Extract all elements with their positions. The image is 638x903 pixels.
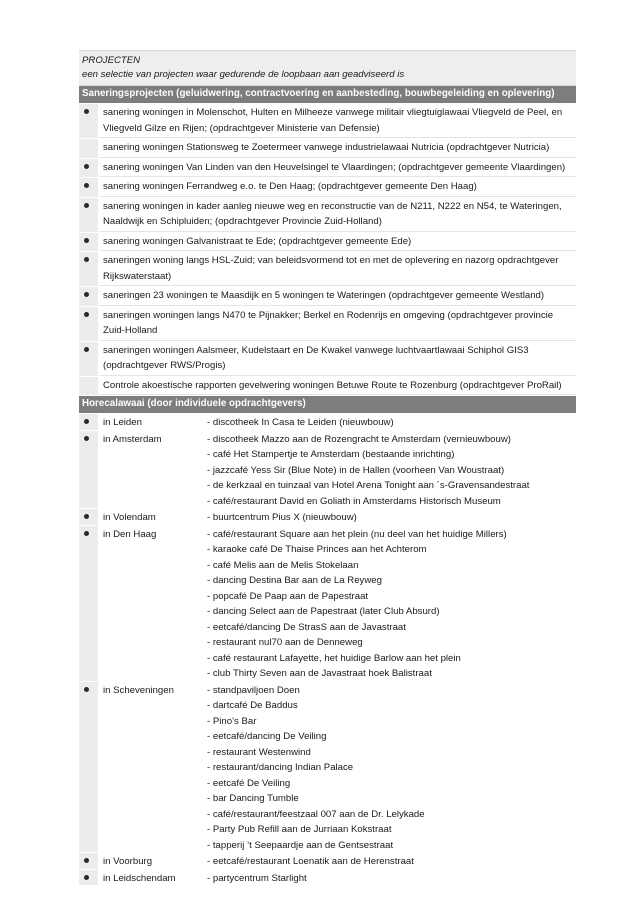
- horeca-item: - café Melis aan de Melis Stokelaan: [207, 559, 359, 571]
- bullet-cell: [79, 682, 99, 854]
- horeca-group: [79, 870, 576, 887]
- text-line: saneringen woningen Aalsmeer, Kudelstaart en De Kwakel vanwege luchtvaartlawaai Schiphol GIS3: [103, 344, 529, 356]
- bullet-cell: [79, 198, 99, 232]
- text-line: (opdrachtgever RWS/Progis): [103, 360, 226, 371]
- horeca-item: - bar Dancing Tumble: [207, 793, 299, 804]
- horeca-item: - eetcafé/restaurant Loenatik aan de Herenstraat: [207, 856, 414, 867]
- bullet-icon: [84, 203, 89, 208]
- horeca-item: - dancing Destina Bar aan de La Reyweg: [207, 575, 382, 586]
- horeca-item: - restaurant Westenwind: [207, 746, 311, 758]
- horeca-items: [207, 682, 576, 854]
- horeca-item: - café/restaurant/feestzaal 007 aan de Dr. Lelykade: [207, 808, 425, 820]
- horeca-group: [79, 431, 576, 510]
- sanering-text: [99, 307, 576, 341]
- text-line: sanering woningen in kader aanleg nieuwe weg en reconstructie van de N211, N222 en N54, te Wateringen,: [103, 200, 562, 212]
- horeca-location: in Amsterdam: [103, 433, 162, 445]
- sanering-text: [99, 287, 576, 306]
- text-line: saneringen 23 woningen te Maasdijk en 5 woningen te Wateringen (opdrachtgever gemeente Westland): [103, 290, 545, 301]
- horeca-items: [207, 853, 576, 870]
- text-line: sanering woningen in Molenschot, Hulten en Milheeze vanwege militair vliegtuiglawaai Vliegveld de Peel, en: [103, 107, 563, 118]
- sanering-text: [99, 233, 576, 252]
- text-line: Zuid-Holland: [103, 325, 158, 336]
- text-line: saneringen woning langs HSL-Zuid; van beleidsvormend tot en met de oplevering en nazorg opdrachtgever: [103, 255, 559, 266]
- horeca-location: in Den Haag: [103, 528, 157, 540]
- bullet-icon: [84, 257, 89, 262]
- text-line: sanering woningen Van Linden van den Heuvelsingel te Vlaardingen; (opdrachtgever gemeente Vlaardingen): [103, 161, 566, 173]
- bullet-cell: [79, 178, 99, 197]
- horeca-item: - discotheek In Casa te Leiden (nieuwbouw): [207, 417, 394, 428]
- bullet-cell: [79, 139, 99, 158]
- horeca-group: [79, 526, 576, 682]
- horeca-item: - café restaurant Lafayette, het huidige Barlow aan het plein: [207, 652, 461, 664]
- horeca-location: in Leiden: [103, 417, 142, 428]
- sanering-row: [79, 104, 576, 139]
- bullet-cell: [79, 853, 99, 870]
- sanering-text: [99, 198, 576, 232]
- horeca-item: - dartcafé De Baddus: [207, 700, 298, 711]
- sanering-text: [99, 178, 576, 197]
- horeca-item: - jazzcafé Yess Sir (Blue Note) in de Hallen (voorheen Van Woustraat): [207, 464, 505, 476]
- horeca-group: [79, 682, 576, 854]
- sanering-text: [99, 377, 576, 396]
- horeca-item: - popcafé De Paap aan de Papestraat: [207, 590, 369, 602]
- bullet-icon: [84, 109, 89, 114]
- text-line: sanering woningen Galvanistraat te Ede; (opdrachtgever gemeente Ede): [103, 235, 412, 247]
- horeca-group: [79, 853, 576, 870]
- bullet-icon: [84, 183, 89, 188]
- projects-header: [79, 50, 576, 86]
- horeca-item: - Party Pub Refill aan de Jurriaan Kokstraat: [207, 824, 392, 835]
- text-line: Vliegveld Gilze en Rijen; (opdrachtgever Ministerie van Defensie): [103, 122, 380, 134]
- sanering-row: [79, 377, 576, 397]
- bullet-cell: [79, 287, 99, 306]
- bullet-icon: [84, 858, 89, 863]
- sanering-text: [99, 252, 576, 286]
- horeca-group: [79, 509, 576, 526]
- bullet-icon: [84, 436, 89, 441]
- text-line: Rijkswaterstaat): [103, 270, 172, 282]
- horeca-location: in Volendam: [103, 512, 156, 523]
- horeca-item: - eetcafé/dancing De Veiling: [207, 731, 327, 742]
- horeca-items: [207, 509, 576, 526]
- bullet-cell: [79, 342, 99, 376]
- bullet-icon: [84, 687, 89, 692]
- horeca-group: [79, 414, 576, 431]
- horeca-items: [207, 431, 576, 510]
- sanering-row: [79, 287, 576, 307]
- sanering-text: [99, 104, 576, 138]
- horeca-item: - standpaviljoen Doen: [207, 684, 300, 696]
- bullet-cell: [79, 307, 99, 341]
- text-line: Naaldwijk en Schipluiden; (opdrachtgever Provincie Zuid-Holland): [103, 216, 382, 227]
- horeca-location: in Voorburg: [103, 856, 153, 867]
- bullet-cell: [79, 431, 99, 510]
- sanering-text: [99, 342, 576, 376]
- sanering-row: [79, 252, 576, 287]
- bullet-icon: [84, 347, 89, 352]
- horeca-list: [79, 414, 576, 886]
- text-line: saneringen woningen langs N470 te Pijnakker; Berkel en Rodenrijs en omgeving (opdrachtgever provincie: [103, 309, 554, 321]
- projects-title: PROJECTEN: [82, 55, 141, 66]
- horeca-item: - club Thirty Seven aan de Javastraat hoek Balistraat: [207, 668, 432, 679]
- bullet-icon: [84, 419, 89, 424]
- horeca-item: - Pino’s Bar: [207, 715, 257, 727]
- sanering-text: [99, 139, 576, 158]
- bullet-cell: [79, 526, 99, 682]
- document-page: [79, 50, 576, 886]
- bullet-icon: [84, 164, 89, 169]
- horeca-item: - restaurant nul70 aan de Denneweg: [207, 637, 363, 648]
- horeca-item: - restaurant/dancing Indian Palace: [207, 762, 354, 773]
- bullet-cell: [79, 233, 99, 252]
- bullet-icon: [84, 292, 89, 297]
- sanering-row: [79, 178, 576, 198]
- horeca-items: [207, 414, 576, 431]
- horeca-location: in Leidschendam: [103, 872, 176, 884]
- horeca-item: - café Het Stampertje te Amsterdam (bestaande inrichting): [207, 449, 455, 460]
- bullet-cell: [79, 159, 99, 178]
- bullet-cell: [79, 509, 99, 526]
- bullet-icon: [84, 875, 89, 880]
- bullet-icon: [84, 238, 89, 243]
- horeca-item: - de kerkzaal en tuinzaal van Hotel Arena Tonight aan ´s-Gravensandestraat: [207, 480, 530, 491]
- horeca-item: - café/restaurant Square aan het plein (nu deel van het huidige Millers): [207, 528, 507, 540]
- sanering-heading: Saneringsprojecten (geluidwering, contractvoering en aanbesteding, bouwbegeleiding en oplevering): [79, 86, 576, 104]
- horeca-item: - eetcafé/dancing De StrasS aan de Javastraat: [207, 621, 406, 633]
- horeca-heading: Horecalawaai (door individuele opdrachtgevers): [79, 396, 576, 414]
- sanering-row: [79, 233, 576, 253]
- sanering-row: [79, 342, 576, 377]
- horeca-item: - dancing Select aan de Papestraat (later Club Absurd): [207, 606, 440, 617]
- bullet-cell: [79, 414, 99, 431]
- sanering-row: [79, 139, 576, 159]
- horeca-item: - karaoke café De Thaise Princes aan het Achterom: [207, 544, 427, 555]
- sanering-row: [79, 159, 576, 179]
- horeca-item: - café/restaurant David en Goliath in Amsterdams Historisch Museum: [207, 495, 501, 507]
- text-line: sanering woningen Stationsweg te Zoetermeer vanwege industrielawaai Nutricia (opdrachtgever Nutricia): [103, 142, 550, 153]
- horeca-location: in Scheveningen: [103, 684, 174, 696]
- sanering-row: [79, 198, 576, 233]
- horeca-item: - discotheek Mazzo aan de Rozengracht te Amsterdam (vernieuwbouw): [207, 433, 511, 445]
- bullet-cell: [79, 104, 99, 138]
- projects-subtitle: een selectie van projecten waar gedurende de loopbaan aan geadviseerd is: [82, 69, 405, 80]
- bullet-icon: [84, 531, 89, 536]
- horeca-items: [207, 870, 576, 887]
- sanering-list: [79, 104, 576, 396]
- bullet-cell: [79, 377, 99, 396]
- text-line: sanering woningen Ferrandweg e.o. te Den Haag; (opdrachtgever gemeente Den Haag): [103, 181, 477, 192]
- horeca-item: - eetcafé De Veiling: [207, 777, 291, 789]
- horeca-items: [207, 526, 576, 682]
- text-line: Controle akoestische rapporten gevelwering woningen Betuwe Route te Rozenburg (opdrachtgever ProRail): [103, 379, 562, 391]
- bullet-icon: [84, 312, 89, 317]
- sanering-text: [99, 159, 576, 178]
- horeca-item: - tapperij ’t Seepaardje aan de Gentsestraat: [207, 839, 394, 851]
- horeca-item: - partycentrum Starlight: [207, 872, 307, 884]
- bullet-cell: [79, 870, 99, 887]
- horeca-item: - buurtcentrum Pius X (nieuwbouw): [207, 512, 357, 523]
- bullet-cell: [79, 252, 99, 286]
- bullet-icon: [84, 514, 89, 519]
- sanering-row: [79, 307, 576, 342]
